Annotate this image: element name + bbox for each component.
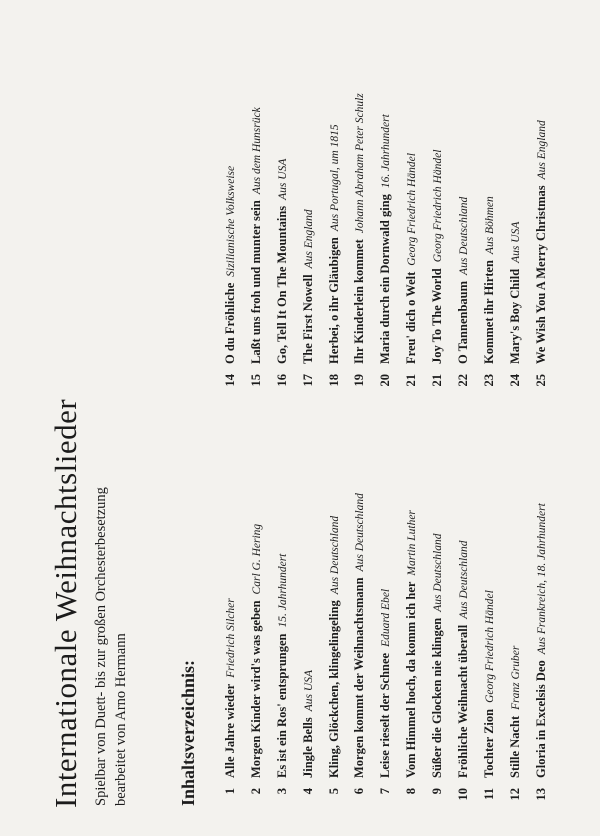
toc-number: 10: [456, 788, 471, 801]
toc-entry: [503, 93, 529, 392]
toc-entry: [347, 93, 373, 392]
toc-title: O du Fröhliche: [223, 282, 237, 364]
toc-entry: [218, 93, 244, 392]
toc-entry: [373, 493, 399, 806]
toc-entry: [296, 493, 322, 806]
toc-entry: [270, 493, 296, 806]
toc-entry: [244, 93, 270, 392]
toc-number: 22: [456, 374, 471, 387]
toc-number: 23: [481, 374, 496, 387]
toc-origin: Aus USA: [509, 221, 522, 263]
toc-title: Maria durch ein Dornwald ging: [378, 194, 393, 364]
toc-entry: [218, 493, 244, 806]
toc-entry: [270, 93, 296, 392]
toc-origin: Johann Abraham Peter Schulz: [354, 93, 367, 234]
toc-title: Leise rieselt der Schnee: [378, 652, 393, 778]
toc-title: The First Nowell: [300, 274, 315, 364]
toc-title: Freu' dich o Welt: [404, 271, 419, 364]
toc-column-left: [218, 493, 555, 806]
toc-title: Laßt uns froh und munter sein: [248, 200, 263, 364]
subtitle-line-1: Spielbar von Duett- bis zur großen Orchesterbesetzung: [93, 487, 109, 806]
toc-origin: Aus Deutschland: [354, 493, 367, 572]
toc-title: Gloria in Excelsis Deo: [533, 660, 548, 778]
toc-entry: [322, 93, 348, 392]
toc-title: Morgen kommt der Weihnachtsmann: [352, 577, 367, 778]
toc-origin: Georg Friedrich Händel: [406, 153, 419, 266]
toc-title: Joy To The World: [430, 268, 445, 364]
toc-number: 16: [274, 374, 289, 387]
toc-number: 21: [404, 374, 419, 387]
toc-origin: Eduard Ebel: [380, 588, 393, 647]
toc-title: Morgen Kinder wird's was geben: [248, 600, 263, 778]
toc-column-right: [218, 93, 555, 392]
toc-entry: [451, 493, 477, 806]
toc-origin: Aus Deutschland: [458, 540, 471, 619]
toc-origin: Aus Deutschland: [432, 533, 445, 612]
toc-title: O Tannenbaum: [456, 280, 471, 364]
toc-number: 19: [352, 374, 367, 387]
toc-entry: [477, 493, 503, 806]
toc-entry: [399, 493, 425, 806]
toc-origin: Aus USA: [276, 158, 289, 200]
toc-number: 3: [274, 788, 289, 795]
toc-origin: Carl G. Hering: [250, 523, 263, 595]
toc-origin: Aus Frankreich, 18. Jahrhundert: [535, 503, 548, 655]
toc-origin: Aus Deutschland: [328, 515, 341, 595]
toc-entry: [322, 493, 348, 806]
toc-number: 20: [378, 374, 393, 387]
toc-number: 11: [481, 788, 496, 800]
toc-entry: [373, 93, 399, 392]
toc-origin: Martin Luther: [406, 510, 419, 576]
toc-title: Ihr Kinderlein kommet: [352, 239, 367, 364]
toc-title: Es ist ein Ros' entsprungen: [274, 633, 289, 778]
page-title: Internationale Weihnachtslieder: [48, 398, 83, 808]
subtitle-line-2: bearbeitet von Arno Hermann: [113, 633, 129, 806]
toc-title: Mary's Boy Child: [507, 268, 522, 364]
toc-entry: [503, 493, 529, 806]
toc-origin: 15. Jahrhundert: [276, 553, 289, 628]
toc-title: Jingle Bells: [300, 717, 315, 778]
toc-origin: 16. Jahrhundert: [380, 114, 393, 189]
toc-entry: [529, 93, 555, 392]
toc-origin: Georg Friedrich Händel: [432, 149, 445, 263]
toc-entry: [347, 493, 373, 806]
toc-number: 5: [326, 788, 341, 795]
toc-heading: Inhaltsverzeichnis:: [178, 660, 198, 806]
toc-title: Herbei, o ihr Gläubigen: [326, 237, 341, 364]
toc-origin: Aus dem Hunsrück: [250, 107, 263, 195]
toc-entry: [529, 493, 555, 806]
toc-number: 6: [352, 788, 367, 795]
toc-number: 15: [248, 374, 263, 387]
toc-number: 4: [300, 788, 315, 795]
toc-origin: Georg Friedrich Händel: [483, 590, 496, 703]
toc-title: Kling, Glöckchen, klingelingeling: [326, 600, 341, 778]
toc-origin: Sizilianische Volksweise: [225, 165, 237, 277]
toc-title: We Wish You A Merry Christmas: [533, 185, 548, 364]
toc-number: 17: [300, 374, 315, 387]
toc-origin: Aus USA: [302, 670, 315, 712]
toc-title: Kommet ihr Hirten: [481, 260, 496, 364]
toc-origin: Aus England: [535, 120, 548, 180]
toc-number: 7: [378, 788, 393, 795]
toc-number: 1: [223, 788, 237, 795]
toc-entry: [244, 493, 270, 806]
toc-title: Go, Tell It On The Mountains: [274, 205, 289, 364]
toc-number: 12: [507, 788, 522, 801]
toc-origin: Aus Portugal, um 1815: [328, 124, 341, 232]
toc-title: Stille Nacht: [507, 715, 522, 778]
toc-number: 14: [223, 374, 237, 387]
toc-entry: [399, 93, 425, 392]
toc-title: Vom Himmel hoch, da komm ich her: [404, 581, 419, 778]
toc-number: 9: [430, 788, 445, 795]
toc-number: 13: [533, 788, 548, 801]
toc-number: 24: [507, 374, 522, 387]
toc-number: 25: [533, 374, 548, 387]
toc-entry: [425, 93, 451, 392]
toc-entry: [425, 493, 451, 806]
toc-number: 21: [430, 374, 445, 387]
toc-title: Tochter Zion: [481, 708, 496, 778]
toc-title: Süßer die Glocken nie klingen: [430, 617, 445, 778]
toc-title: Fröhliche Weihnacht überall: [456, 624, 471, 778]
toc-number: 2: [248, 788, 263, 795]
toc-entry: [477, 93, 503, 392]
toc-origin: Aus Deutschland: [458, 196, 471, 275]
toc-origin: Aus England: [302, 209, 315, 269]
toc-entry: [451, 93, 477, 392]
toc-entry: [296, 93, 322, 392]
toc-origin: Franz Gruber: [509, 645, 522, 710]
toc-number: 18: [326, 374, 341, 387]
toc-number: 8: [404, 788, 419, 795]
toc-origin: Friedrich Silcher: [225, 598, 237, 678]
toc-origin: Aus Böhmen: [483, 196, 496, 255]
toc-title: Alle Jahre wieder: [223, 683, 237, 778]
